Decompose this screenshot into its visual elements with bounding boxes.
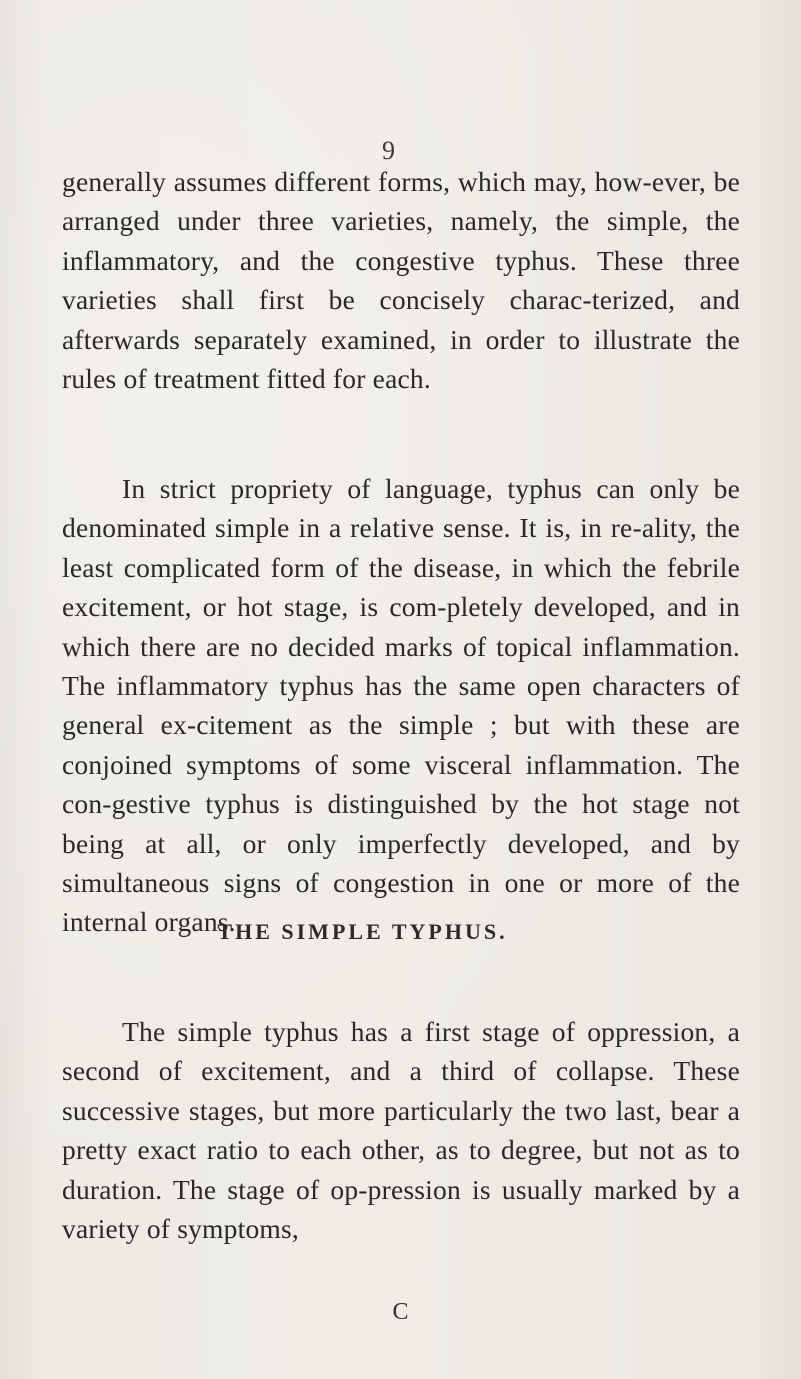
paragraph-1: generally assumes different forms, which may, how-ever, be arranged under three varieties, namely, the simple, the inflammatory, and the congestive typhus. These three varieties shall first be concisely charac-terized, and afterwards separately examined, in order to illustrate the rules of treatment fitted for each.	[62, 166, 740, 395]
paragraph-3: The simple typhus has a first stage of oppression, a second of excitement, and a third of collapse. These successive stages, but more particularly the two last, bear a pretty exact ratio to each other, as to degree, but not as to duration. The stage of op-pression is usually marked by a variety of symptoms,	[62, 1016, 740, 1245]
page-number: 9	[382, 136, 395, 165]
section-heading: THE SIMPLE TYPHUS.	[217, 919, 508, 944]
signature-mark: C	[392, 1299, 409, 1325]
paragraph-2: In strict propriety of language, typhus can only be denominated simple in a relative sense. It is, in re-ality, the least complicated form of the disease, in which the febrile excitement, or hot stage, is com-pletely developed, and in which there are no decided marks of topical inflammation. The inflammatory typhus has the same open characters of general ex-citement as the simple ; but with these are conjoined symptoms of some visceral inflammation. The con-gestive typhus is distinguished by the hot stage not being at all, or only imperfectly developed, and by simultaneous signs of congestion in one or more of the internal organs.	[62, 473, 740, 938]
